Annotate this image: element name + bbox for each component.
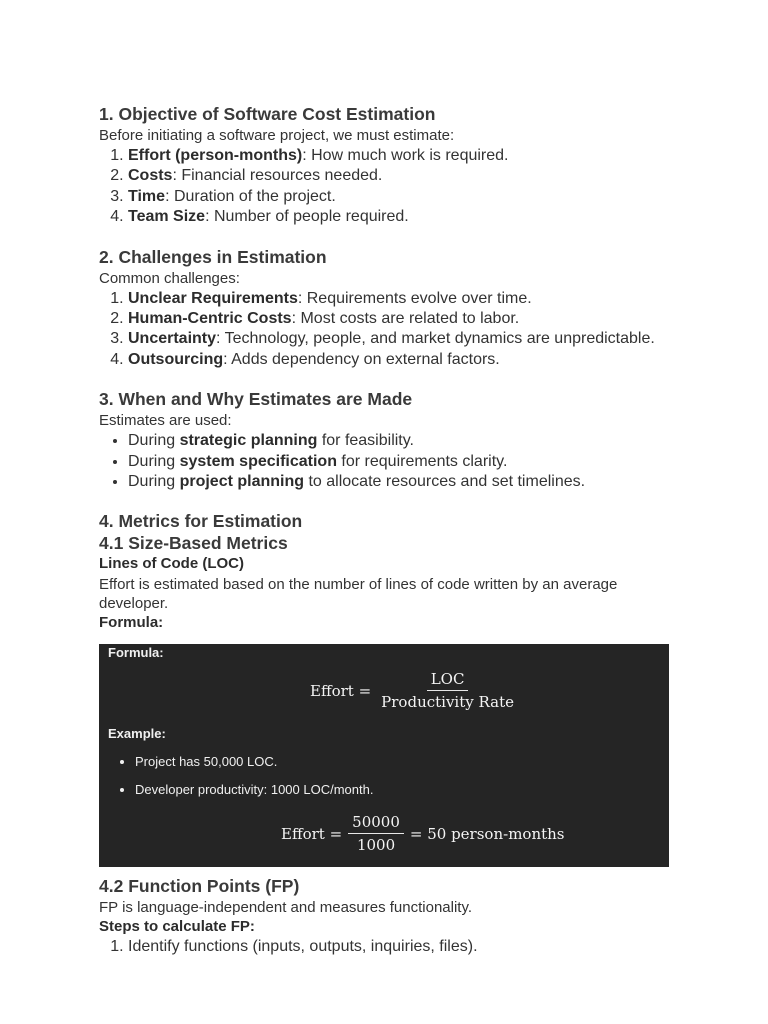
section-3-heading: 3. When and Why Estimates are Made: [99, 389, 413, 410]
section-2-heading: 2. Challenges in Estimation: [99, 246, 327, 267]
formula-box-label: Formula:: [108, 645, 164, 661]
document-content: [99, 103, 679, 958]
list-item: • During system specification for requirements clarity.: [128, 452, 679, 472]
list-item: 4. Team Size: Number of people required.: [128, 207, 679, 227]
list-item: 2. Human-Centric Costs: Most costs are related to labor.: [128, 309, 679, 329]
example-calculation-fraction: [348, 813, 404, 854]
list-item: • During strategic planning for feasibility.: [128, 431, 679, 451]
steps-list: [99, 937, 679, 957]
section-1-intro: Before initiating a software project, we must estimate:: [99, 127, 455, 144]
list-item: 1. Identify functions (inputs, outputs, inquiries, files).: [128, 937, 679, 957]
formula-image: [99, 644, 669, 867]
example-list: [108, 748, 373, 804]
list-item: • Project has 50,000 LOC.: [135, 748, 373, 776]
section-1-list: [99, 146, 679, 228]
steps-title: Steps to calculate FP:: [99, 918, 255, 936]
subsection-4-1-heading: 4.1 Size-Based Metrics: [99, 533, 288, 554]
list-item: • During project planning to allocate resources and set timelines.: [128, 472, 679, 492]
example-calculation: [281, 813, 565, 854]
list-item: 4. Outsourcing: Adds dependency on external factors.: [128, 350, 679, 370]
section-3-intro: Estimates are used:: [99, 412, 232, 430]
list-item: 1. Unclear Requirements: Requirements evolve over time.: [128, 289, 679, 309]
example-calculation-numerator: 50000: [348, 813, 404, 834]
list-item: 1. Effort (person-months): How much work is required.: [128, 146, 679, 166]
list-item: • Developer productivity: 1000 LOC/month.: [135, 776, 373, 804]
section-3-list: [99, 431, 679, 492]
formula-label: Formula:: [99, 614, 164, 632]
example-calculation-denominator: 1000: [356, 836, 396, 855]
example-label: Example:: [108, 726, 166, 742]
effort-formula-numerator: LOC: [427, 670, 469, 691]
section-2-list: [99, 289, 679, 371]
list-item: 3. Time: Duration of the project.: [128, 187, 679, 207]
section-4-heading: 4. Metrics for Estimation: [99, 511, 303, 532]
loc-description: Effort is estimated based on the number of lines of code written by an average developer.: [99, 576, 618, 613]
subsection-4-2-heading: 4.2 Function Points (FP): [99, 876, 300, 897]
list-item: 2. Costs: Financial resources needed.: [128, 166, 679, 186]
effort-formula-lhs: Effort =: [310, 681, 372, 700]
section-2-intro: Common challenges:: [99, 269, 240, 287]
loc-title: Lines of Code (LOC): [99, 555, 244, 573]
effort-formula-fraction: [377, 670, 518, 711]
section-1-heading: 1. Objective of Software Cost Estimation: [99, 104, 436, 124]
list-item: 3. Uncertainty: Technology, people, and market dynamics are unpredictable.: [128, 329, 679, 349]
example-calculation-result: = 50 person-months: [409, 824, 565, 843]
effort-formula: [310, 670, 524, 711]
fp-description: FP is language-independent and measures functionality.: [99, 899, 473, 917]
effort-formula-denominator: Productivity Rate: [381, 693, 514, 712]
example-calculation-lhs: Effort =: [281, 824, 343, 843]
